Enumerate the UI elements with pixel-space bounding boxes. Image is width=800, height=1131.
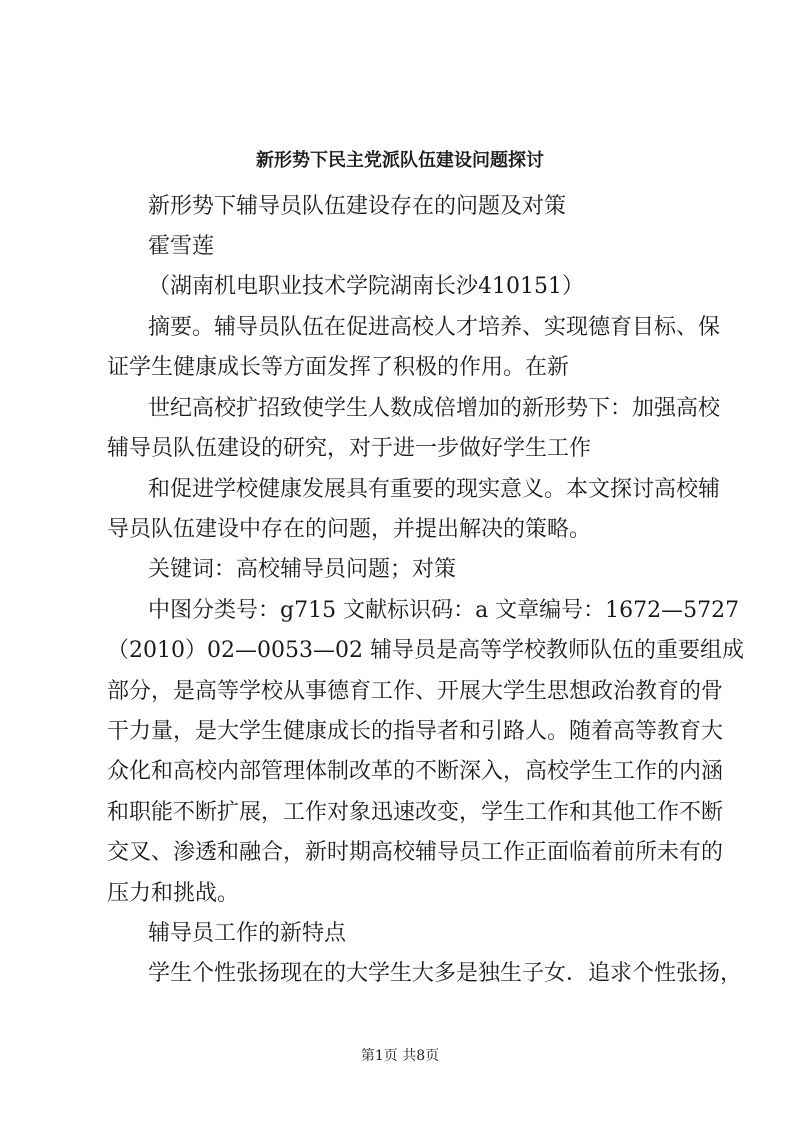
body-line: 压力和挑战。 xyxy=(107,881,240,906)
body-line: 和职能不断扩展，工作对象迅速改变，学生工作和其他工作不断 xyxy=(107,800,724,825)
abstract-line: 和促进学校健康发展具有重要的现实意义。本文探讨高校辅 xyxy=(148,477,721,502)
keywords-line: 关键词：高校辅导员问题；对策 xyxy=(148,557,457,582)
section-heading: 辅导员工作的新特点 xyxy=(148,921,347,946)
abstract-line: 世纪高校扩招致使学生人数成倍增加的新形势下：加强高校 xyxy=(148,396,721,421)
body-line: 部分，是高等学校从事德育工作、开展大学生思想政治教育的骨 xyxy=(107,679,724,704)
abstract-line: 证学生健康成长等方面发挥了积极的作用。在新 xyxy=(107,355,570,380)
abstract-line: 摘要。辅导员队伍在促进高校人才培养、实现德育目标、保 xyxy=(148,315,721,340)
body-line: 交叉、渗透和融合，新时期高校辅导员工作正面临着前所未有的 xyxy=(107,840,724,865)
abstract-line: 导员队伍建设中存在的问题，并提出解决的策略。 xyxy=(107,517,592,542)
body-line: 众化和高校内部管理体制改革的不断深入，高校学生工作的内涵 xyxy=(107,759,724,784)
affiliation-line: （湖南机电职业技术学院湖南长沙410151） xyxy=(148,274,584,299)
page-number-footer: 第1页 共8页 xyxy=(360,1048,440,1064)
classification-line: 中图分类号：g715 文献标识码：a 文章编号：1672—5727 xyxy=(148,598,740,623)
abstract-line: 辅导员队伍建设的研究，对于进一步做好学生工作 xyxy=(107,436,592,461)
author-line: 霍雪莲 xyxy=(148,234,215,259)
body-line: （2010）02—0053—02 辅导员是高等学校教师队伍的重要组成 xyxy=(107,638,744,663)
document-title: 新形势下民主党派队伍建设问题探讨 xyxy=(256,150,544,171)
body-line: 干力量，是大学生健康成长的指导者和引路人。随着高等教育大 xyxy=(107,719,724,744)
subtitle-line: 新形势下辅导员队伍建设存在的问题及对策 xyxy=(148,194,567,219)
body-line: 学生个性张扬现在的大学生大多是独生子女．追求个性张扬， xyxy=(148,961,743,986)
